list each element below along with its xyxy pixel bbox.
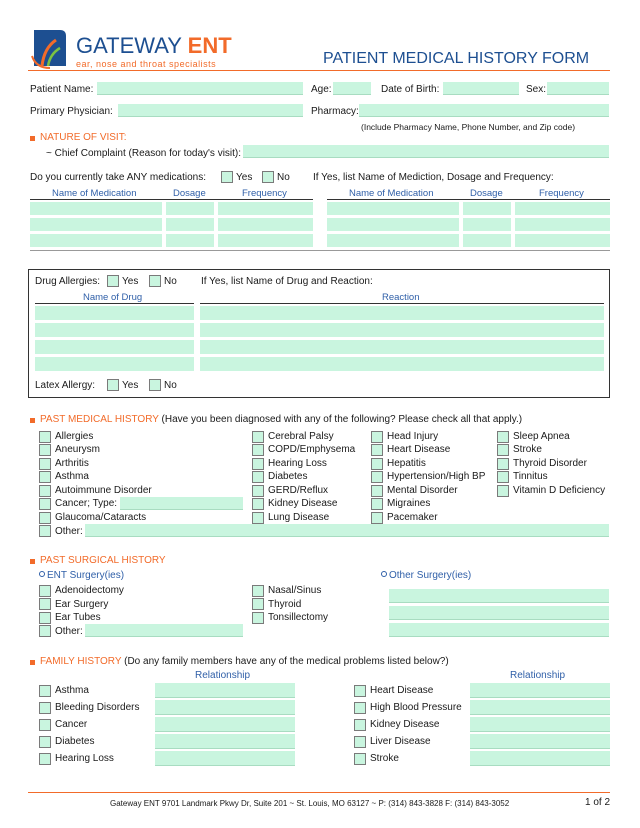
pmh-item: Lung Disease [268, 512, 330, 523]
latex-yes-checkbox[interactable] [107, 379, 119, 391]
ent-other-field[interactable] [85, 624, 243, 637]
psh-checkbox[interactable] [39, 612, 51, 624]
relationship-field[interactable] [470, 700, 610, 715]
psh-item: Tonsillectomy [268, 612, 329, 623]
pmh-checkbox[interactable] [39, 458, 51, 470]
med-col-frequency-left: Frequency [242, 188, 287, 199]
pmh-checkbox[interactable] [39, 444, 51, 456]
relationship-field[interactable] [155, 717, 295, 732]
med-cell[interactable] [30, 234, 162, 248]
med-table-rule-right [327, 199, 610, 200]
other-surgery-field[interactable] [389, 589, 609, 603]
drug-allergies-no-checkbox[interactable] [149, 275, 161, 287]
pmh-checkbox[interactable] [497, 444, 509, 456]
family-checkbox[interactable] [39, 736, 51, 748]
patient-name-field[interactable] [97, 82, 303, 95]
pmh-checkbox[interactable] [39, 485, 51, 497]
pmh-checkbox[interactable] [252, 498, 264, 510]
med-cell[interactable] [218, 202, 313, 216]
med-cell[interactable] [166, 202, 214, 216]
ring-icon [39, 571, 45, 577]
pmh-item: Thyroid Disorder [513, 458, 587, 469]
med-table-bottom [30, 250, 610, 251]
med-cell[interactable] [327, 218, 459, 232]
psh-item: Adenoidectomy [55, 585, 124, 596]
form-title: PATIENT MEDICAL HISTORY FORM [323, 50, 590, 67]
family-item: Bleeding Disorders [55, 702, 140, 713]
sex-field[interactable] [547, 82, 609, 95]
med-cell[interactable] [463, 202, 511, 216]
pmh-item: GERD/Reflux [268, 485, 329, 496]
family-item: Liver Disease [370, 736, 431, 747]
pmh-checkbox[interactable] [252, 458, 264, 470]
latex-no-label: No [164, 380, 177, 391]
age-field[interactable] [333, 82, 371, 95]
drug-allergies-yes-label: Yes [122, 276, 139, 287]
med-cell[interactable] [30, 202, 162, 216]
logo [30, 26, 70, 70]
patient-name-label: Patient Name: [30, 84, 94, 95]
pmh-checkbox[interactable] [497, 458, 509, 470]
pmh-other-checkbox[interactable] [39, 525, 51, 537]
pmh-checkbox[interactable] [252, 512, 264, 524]
med-col-dosage-left: Dosage [173, 188, 206, 199]
med-cell[interactable] [515, 218, 610, 232]
med-cell[interactable] [515, 202, 610, 216]
psh-checkbox[interactable] [252, 585, 264, 597]
med-cell[interactable] [515, 234, 610, 248]
pmh-checkbox[interactable] [371, 498, 383, 510]
past-medical-question: (Have you been diagnosed with any of the following? Please check all that apply.) [161, 414, 523, 425]
pmh-item: Arthritis [55, 458, 89, 469]
pmh-checkbox[interactable] [371, 485, 383, 497]
allergy-cell[interactable] [200, 357, 604, 372]
family-item: Diabetes [55, 736, 95, 747]
relationship-field[interactable] [155, 734, 295, 749]
brand-name: GATEWAY ENT [76, 33, 232, 58]
drug-allergies-label: Drug Allergies: [35, 276, 101, 287]
psh-checkbox[interactable] [252, 612, 264, 624]
pmh-item: Diabetes [268, 471, 308, 482]
pmh-checkbox[interactable] [497, 431, 509, 443]
pmh-checkbox[interactable] [497, 485, 509, 497]
med-table-rule-left [30, 199, 313, 200]
pharmacy-label: Pharmacy: [311, 106, 359, 117]
pmh-item: Mental Disorder [387, 485, 458, 496]
family-item: Kidney Disease [370, 719, 440, 730]
family-checkbox[interactable] [39, 753, 51, 765]
latex-allergy-label: Latex Allergy: [35, 380, 96, 391]
family-checkbox[interactable] [354, 753, 366, 765]
drug-allergies-no-label: No [164, 276, 177, 287]
latex-no-checkbox[interactable] [149, 379, 161, 391]
med-cell[interactable] [463, 218, 511, 232]
header-rule [28, 70, 610, 71]
pmh-item: COPD/Emphysema [268, 444, 356, 455]
med-cell[interactable] [218, 234, 313, 248]
pmh-item: Asthma [55, 471, 89, 482]
drug-allergies-yes-checkbox[interactable] [107, 275, 119, 287]
cancer-type-field[interactable] [120, 497, 243, 510]
brand-tagline: ear, nose and throat specialists [76, 59, 217, 69]
relationship-field[interactable] [155, 683, 295, 698]
med-col-frequency-right: Frequency [539, 188, 584, 199]
dob-label: Date of Birth: [381, 84, 440, 95]
allergy-cell[interactable] [200, 323, 604, 338]
family-item: Cancer [55, 719, 88, 730]
pmh-checkbox[interactable] [39, 471, 51, 483]
age-label: Age: [311, 84, 332, 95]
past-medical-heading [40, 414, 522, 426]
pmh-item: Kidney Disease [268, 498, 338, 509]
pmh-item: Hypertension/High BP [387, 471, 486, 482]
pmh-item: Migraines [387, 498, 431, 509]
footer-address: Gateway ENT 9701 Landmark Pkwy Dr, Suite 201 ~ St. Louis, MO 63127 ~ P: (314) 843-3828 F: (314) 843-3052 [110, 799, 510, 808]
family-heading [40, 656, 449, 668]
dob-field[interactable] [443, 82, 519, 95]
physician-label: Primary Physician: [30, 106, 113, 117]
relationship-field[interactable] [470, 717, 610, 732]
pmh-item: Stroke [513, 444, 542, 455]
med-col-dosage-right: Dosage [470, 188, 503, 199]
relationship-field[interactable] [155, 751, 295, 766]
pmh-checkbox[interactable] [252, 485, 264, 497]
allergy-rule-right [200, 303, 604, 304]
allergy-rule-left [35, 303, 194, 304]
family-checkbox[interactable] [354, 736, 366, 748]
family-checkbox[interactable] [39, 702, 51, 714]
medications-instruction: If Yes, list Name of Mediction, Dosage and Frequency: [313, 172, 554, 183]
psh-item: Nasal/Sinus [268, 585, 322, 596]
pmh-checkbox[interactable] [252, 471, 264, 483]
psh-item: Other: [55, 626, 83, 637]
complaint-label: ~ Chief Complaint (Reason for today's visit): [46, 148, 242, 159]
pmh-other-label: Other: [55, 526, 83, 537]
pmh-checkbox[interactable] [39, 512, 51, 524]
family-checkbox[interactable] [39, 719, 51, 731]
psh-item: Ear Tubes [55, 612, 101, 623]
med-cell[interactable] [166, 218, 214, 232]
allergy-cell[interactable] [35, 323, 194, 338]
psh-checkbox[interactable] [39, 625, 51, 637]
psh-item: Thyroid [268, 599, 302, 610]
pmh-checkbox[interactable] [371, 431, 383, 443]
relationship-field[interactable] [470, 683, 610, 698]
family-bullet [30, 660, 35, 665]
allergies-instruction: If Yes, list Name of Drug and Reaction: [201, 276, 373, 287]
family-title: FAMILY HISTORY [40, 656, 122, 667]
pmh-item: Heart Disease [387, 444, 451, 455]
pmh-checkbox[interactable] [371, 458, 383, 470]
med-cell[interactable] [327, 234, 459, 248]
other-surgery-field[interactable] [389, 606, 609, 620]
pmh-item: Cerebral Palsy [268, 431, 334, 442]
relationship-field[interactable] [155, 700, 295, 715]
pmh-item: Autoimmune Disorder [55, 485, 152, 496]
family-checkbox[interactable] [39, 685, 51, 697]
med-col-name-right: Name of Medication [349, 188, 434, 199]
other-surgery-field[interactable] [389, 623, 609, 637]
pmh-checkbox[interactable] [371, 512, 383, 524]
relationship-header-left: Relationship [195, 670, 251, 681]
complaint-field[interactable] [243, 145, 609, 158]
page-number: 1 of 2 [585, 797, 611, 808]
past-medical-title: PAST MEDICAL HISTORY [40, 414, 159, 425]
visit-title: NATURE OF VISIT: [40, 132, 127, 143]
ent-surgery-heading: ENT Surgery(ies) [39, 570, 124, 582]
ring-icon [381, 571, 387, 577]
pmh-checkbox[interactable] [252, 444, 264, 456]
relationship-header-right: Relationship [510, 670, 566, 681]
med-cell[interactable] [463, 234, 511, 248]
allergy-cell[interactable] [35, 306, 194, 321]
med-cell[interactable] [30, 218, 162, 232]
pharmacy-note: (Include Pharmacy Name, Phone Number, and Zip code) [361, 122, 576, 132]
medications-no-label: No [277, 172, 290, 183]
pmh-item: Cancer; Type: [55, 498, 118, 509]
family-checkbox[interactable] [354, 719, 366, 731]
pmh-checkbox[interactable] [39, 498, 51, 510]
pmh-item: Aneurysm [55, 444, 101, 455]
pmh-item: Head Injury [387, 431, 439, 442]
footer-rule [28, 792, 610, 793]
past-medical-bullet [30, 418, 35, 423]
family-item: Hearing Loss [55, 753, 114, 764]
relationship-field[interactable] [470, 751, 610, 766]
psh-item: Ear Surgery [55, 599, 109, 610]
allergy-col-reaction: Reaction [382, 292, 420, 303]
relationship-field[interactable] [470, 734, 610, 749]
pmh-item: Vitamin D Deficiency [513, 485, 606, 496]
allergy-cell[interactable] [35, 340, 194, 355]
medications-yes-checkbox[interactable] [221, 171, 233, 183]
med-cell[interactable] [327, 202, 459, 216]
visit-bullet [30, 136, 35, 141]
pmh-item: Allergies [55, 431, 94, 442]
past-surgical-bullet [30, 559, 35, 564]
sex-label: Sex: [526, 84, 547, 95]
family-item: Asthma [55, 685, 89, 696]
other-surgery-heading: Other Surgery(ies) [381, 570, 471, 582]
family-item: High Blood Pressure [370, 702, 462, 713]
psh-checkbox[interactable] [252, 598, 264, 610]
pmh-other-field[interactable] [85, 524, 609, 537]
pmh-checkbox[interactable] [252, 431, 264, 443]
pmh-item: Tinnitus [513, 471, 548, 482]
pharmacy-field[interactable] [359, 104, 609, 117]
latex-yes-label: Yes [122, 380, 139, 391]
medications-no-checkbox[interactable] [262, 171, 274, 183]
past-surgical-title: PAST SURGICAL HISTORY [40, 555, 166, 566]
pmh-item: Hearing Loss [268, 458, 327, 469]
pmh-item: Pacemaker [387, 512, 438, 523]
pmh-checkbox[interactable] [371, 444, 383, 456]
pmh-item: Sleep Apnea [513, 431, 570, 442]
med-col-name-left: Name of Medication [52, 188, 137, 199]
family-checkbox[interactable] [354, 702, 366, 714]
med-cell[interactable] [166, 234, 214, 248]
pmh-checkbox[interactable] [371, 471, 383, 483]
psh-checkbox[interactable] [39, 598, 51, 610]
family-checkbox[interactable] [354, 685, 366, 697]
family-question: (Do any family members have any of the medical problems listed below?) [124, 656, 449, 667]
family-item: Heart Disease [370, 685, 434, 696]
allergy-cell[interactable] [200, 306, 604, 321]
medications-yes-label: Yes [236, 172, 253, 183]
allergy-cell[interactable] [200, 340, 604, 355]
psh-checkbox[interactable] [39, 585, 51, 597]
medications-question: Do you currently take ANY medications: [30, 172, 207, 183]
allergy-col-drug: Name of Drug [83, 292, 143, 303]
allergy-cell[interactable] [35, 357, 194, 372]
med-cell[interactable] [218, 218, 313, 232]
pmh-checkbox[interactable] [39, 431, 51, 443]
family-item: Stroke [370, 753, 399, 764]
pmh-checkbox[interactable] [497, 471, 509, 483]
physician-field[interactable] [118, 104, 303, 117]
pmh-item: Glaucoma/Cataracts [55, 512, 147, 523]
pmh-item: Hepatitis [387, 458, 426, 469]
